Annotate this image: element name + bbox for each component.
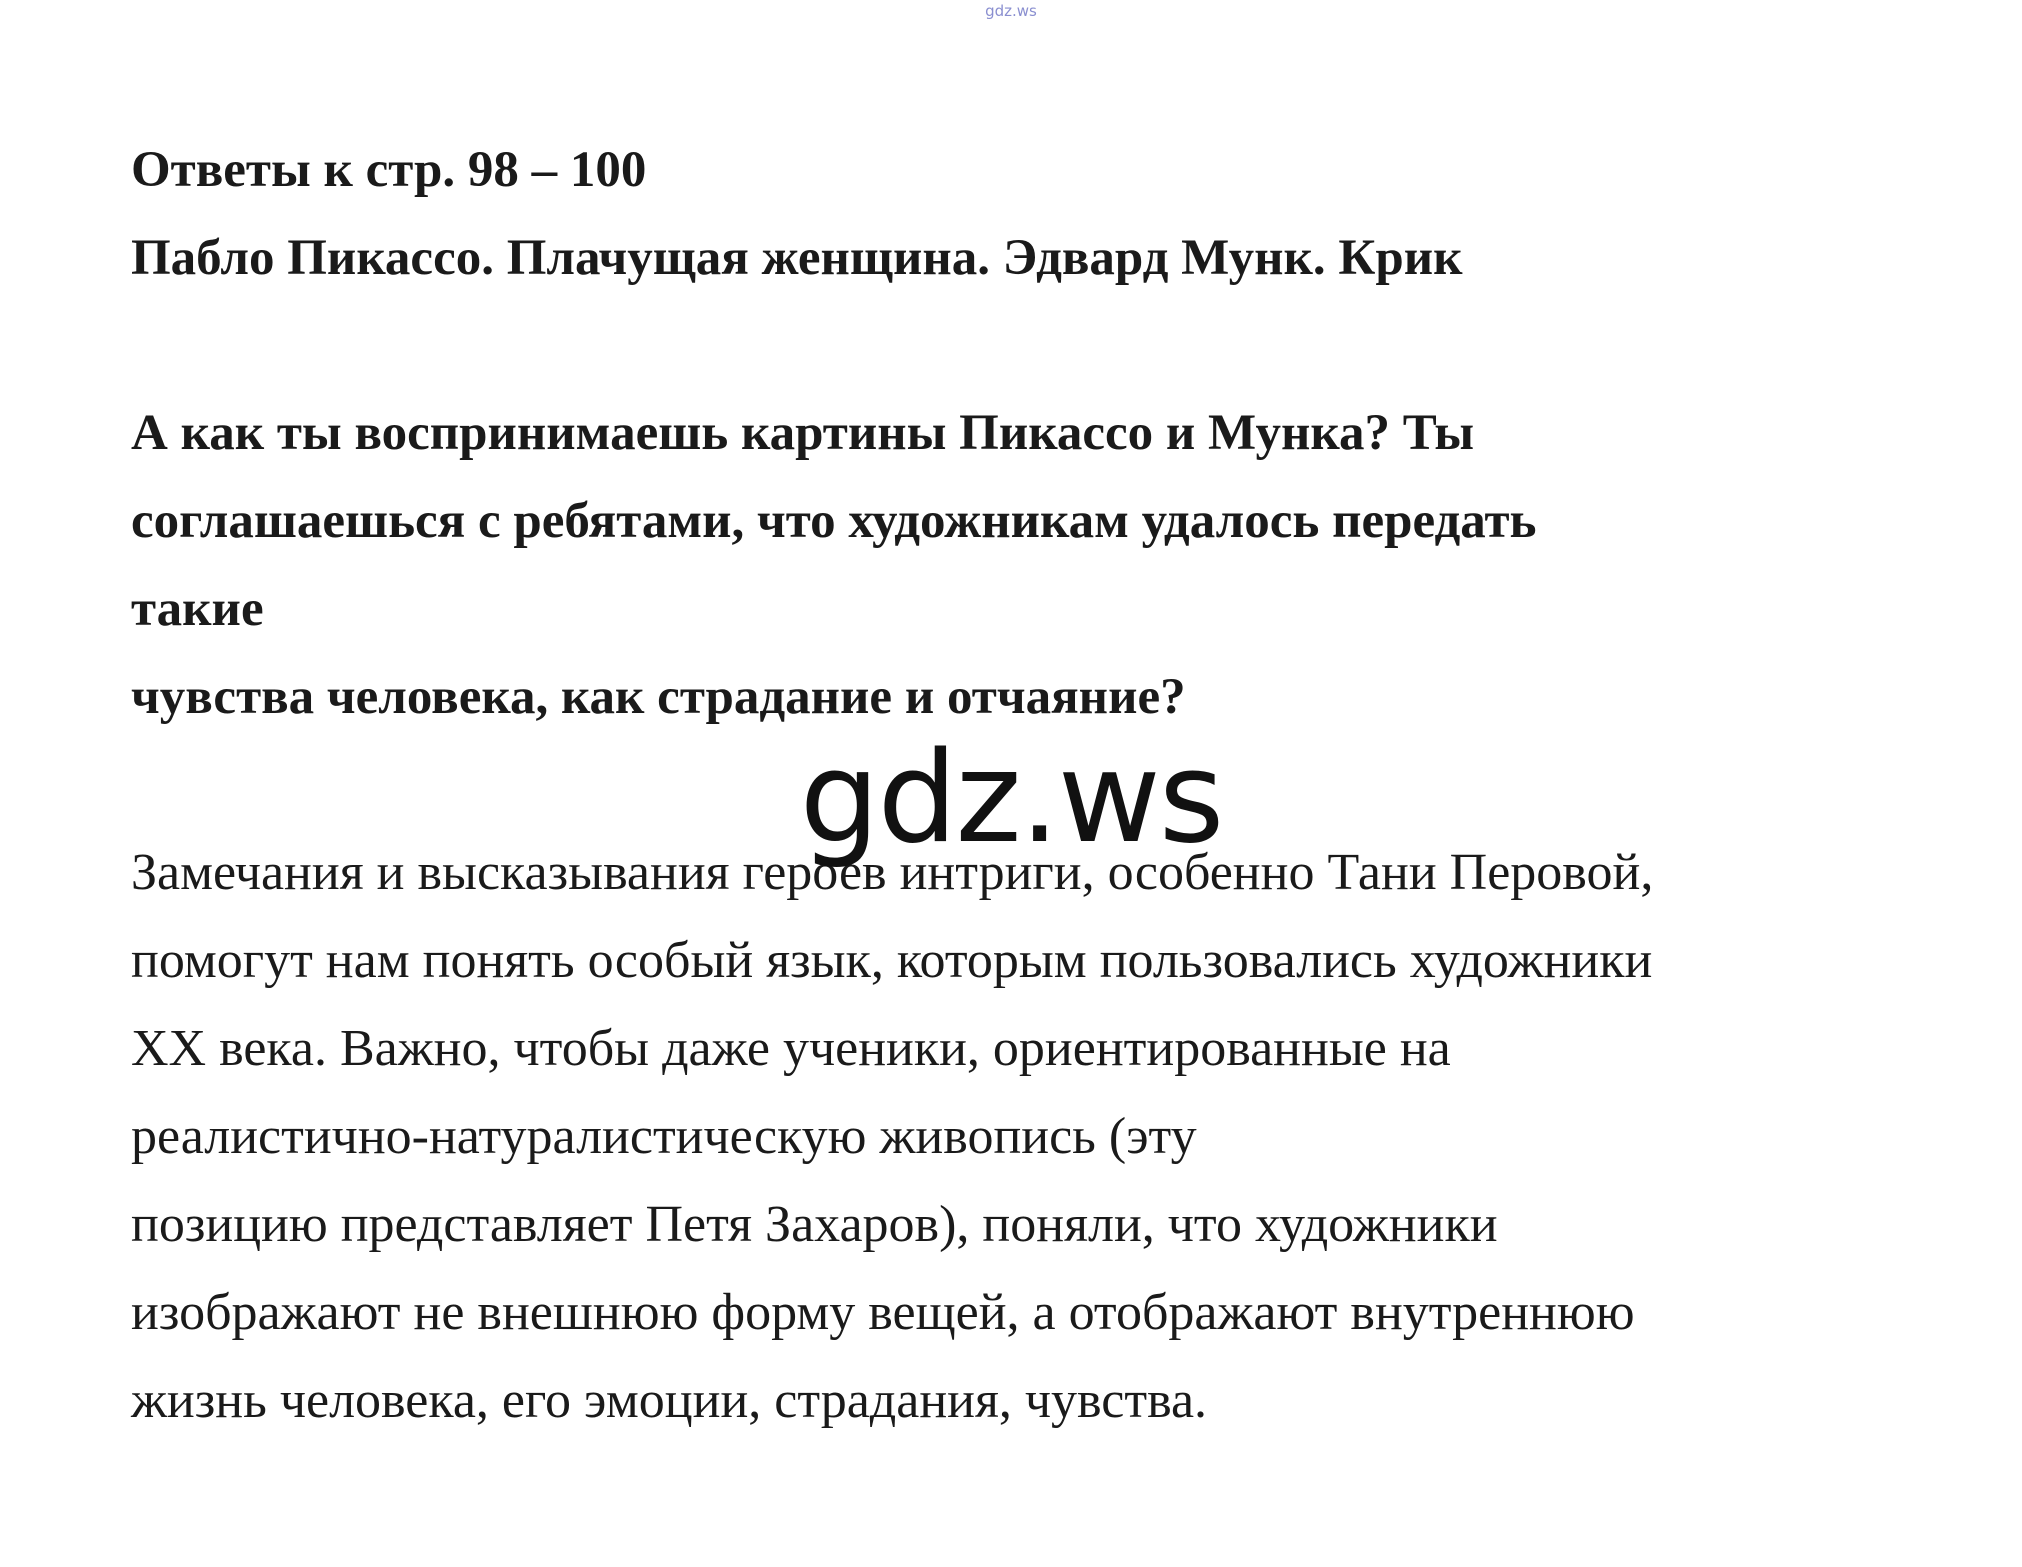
answer-line-2: помогут нам понять особый язык, которым пользовались художники [131,932,1653,989]
question-line-1: А как ты воспринимаешь картины Пикассо и Мунка? Ты [131,405,1475,461]
heading-line-2: Пабло Пикассо. Плачущая женщина. Эдвард Мунк. Крик [131,230,1463,286]
answer-line-1: Замечания и высказывания героев интриги, особенно Тани Перовой, [131,844,1654,901]
answer-line-3: XX века. Важно, чтобы даже ученики, ориентированные на [131,1020,1451,1077]
answer-line-5: позицию представляет Петя Захаров), поняли, что художники [131,1196,1498,1253]
question-line-3: такие [131,581,264,637]
answer-line-4: реалистично-натуралистическую живопись (эту [131,1108,1197,1165]
answer-line-7: жизнь человека, его эмоции, страдания, чувства. [131,1372,1208,1429]
top-watermark: gdz.ws [985,2,1037,20]
heading-line-1: Ответы к стр. 98 – 100 [131,142,647,198]
question-line-4: чувства человека, как страдание и отчаяние? [131,669,1186,725]
center-watermark: gdz.ws [799,724,1223,871]
question-line-2: соглашаешься с ребятами, что художникам удалось передать [131,493,1537,549]
answer-line-6: изображают не внешнюю форму вещей, а отображают внутреннюю [131,1284,1635,1341]
